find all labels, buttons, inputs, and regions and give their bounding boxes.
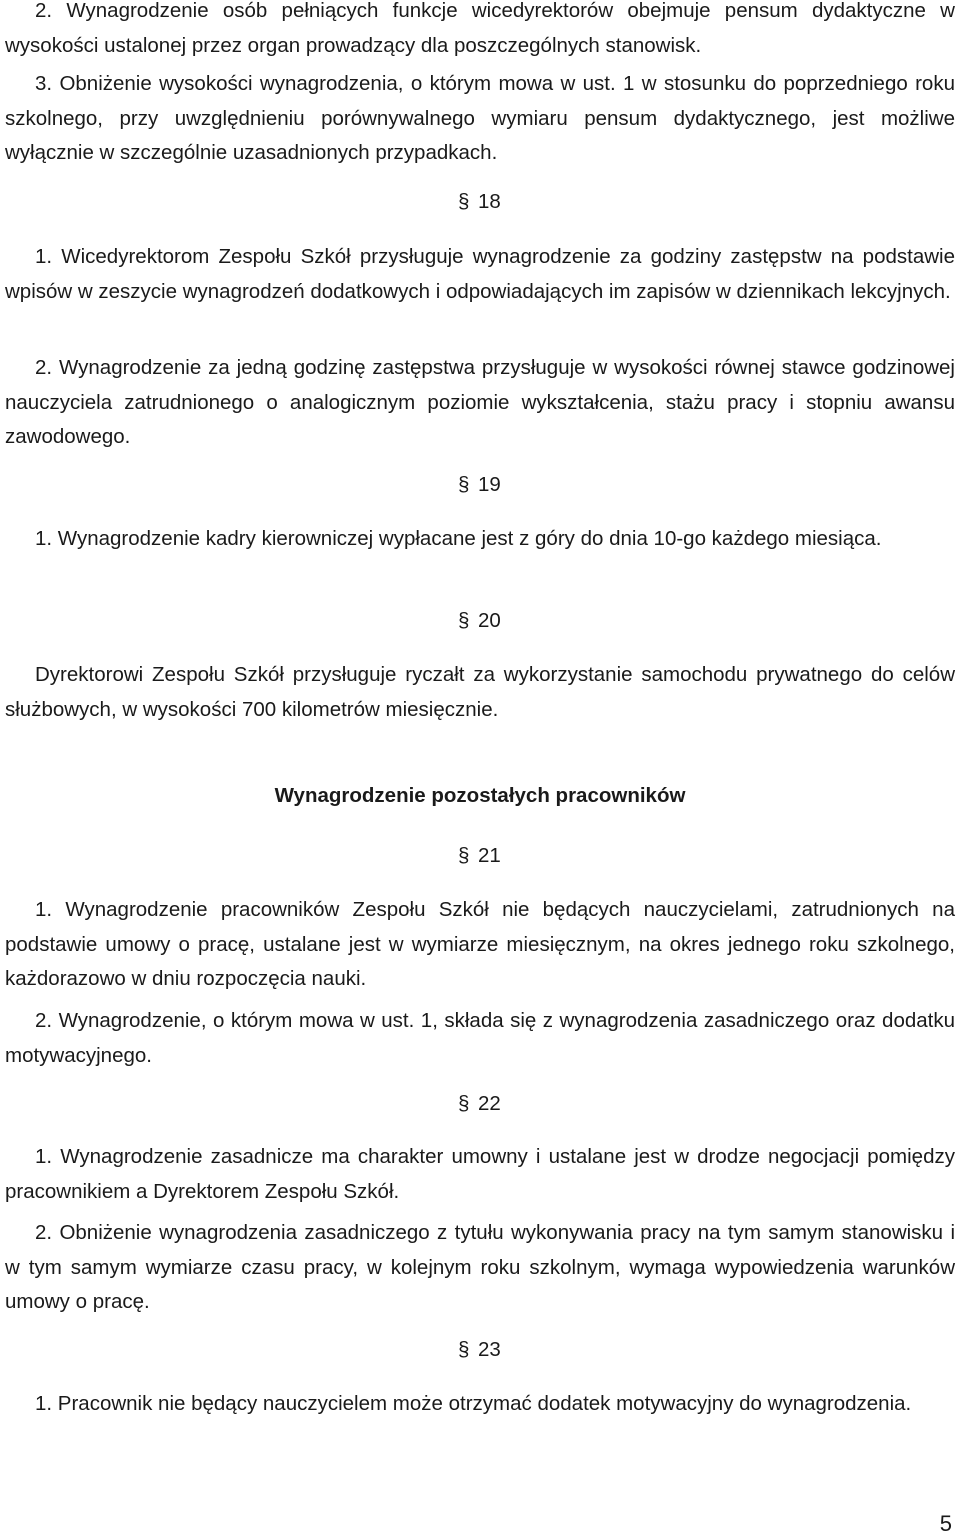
section-18-heading [458,187,578,217]
section-19-paragraph-1: 1. Wynagrodzenie kadry kierowniczej wypłacane jest z góry do dnia 10-go każdego miesiąca. [35,527,882,550]
section-18-paragraph-2: 2. Wynagrodzenie za jedną godzinę zastępstwa przysługuje w wysokości równej stawce godzinowej nauczyciela zatrudnionego o analogicznym poziomie wykształcenia, stażu pracy i stopniu awansu zawodowego. [5,356,955,448]
section-number: 22 [478,1092,501,1115]
section-number: 18 [478,190,501,213]
section-21-paragraph-1: 1. Wynagrodzenie pracowników Zespołu Szkół nie będących nauczycielami, zatrudnionych na podstawie umowy o pracę, ustalane jest w wymiarze miesięcznym, na okres jednego roku szkolnego, każdorazowo w dniu rozpoczęcia nauki. [5,898,955,990]
section-symbol: § [458,190,470,213]
section-18-paragraph-1: 1. Wicedyrektorom Zespołu Szkół przysługuje wynagrodzenie za godziny zastępstw na podstawie wpisów w zeszycie wynagrodzeń dodatkowych i odpowiadających im zapisów w dziennikach lekcyjnych. [5,245,955,303]
section-number: 23 [478,1338,501,1361]
section-20-paragraph: Dyrektorowi Zespołu Szkół przysługuje ryczałt za wykorzystanie samochodu prywatnego do celów służbowych, w wysokości 700 kilometrów miesięcznie. [5,663,955,721]
section-number: 19 [478,473,501,496]
section-19-heading [458,470,578,500]
heading-other-staff: Wynagrodzenie pozostałych pracowników [274,784,686,807]
paragraph-2-deputy-pensum: 2. Wynagrodzenie osób pełniących funkcje wicedyrektorów obejmuje pensum dydaktyczne w wysokości ustalonej przez organ prowadzący dla poszczególnych stanowisk. [5,0,955,57]
section-symbol: § [458,1338,470,1361]
paragraph-3-salary-reduction: 3. Obniżenie wysokości wynagrodzenia, o którym mowa w ust. 1 w stosunku do poprzedniego roku szkolnego, przy uwzględnieniu porównywalnego wymiaru pensum dydaktycznego, jest możliwe wyłącznie w szczególnie uzasadnionych przypadkach. [5,72,955,164]
section-21-heading [458,841,578,871]
section-22-paragraph-2: 2. Obniżenie wynagrodzenia zasadniczego z tytułu wykonywania pracy na tym samym stanowisku i w tym samym wymiarze czasu pracy, w kolejnym roku szkolnym, wymaga wypowiedzenia warunków umowy o pracę. [5,1221,955,1313]
section-22-paragraph-1: 1. Wynagrodzenie zasadnicze ma charakter umowny i ustalane jest w drodze negocjacji pomiędzy pracownikiem a Dyrektorem Zespołu Szkół. [5,1145,955,1203]
section-21-paragraph-2: 2. Wynagrodzenie, o którym mowa w ust. 1, składa się z wynagrodzenia zasadniczego oraz dodatku motywacyjnego. [5,1009,955,1067]
section-symbol: § [458,844,470,867]
section-number: 21 [478,844,501,867]
section-symbol: § [458,1092,470,1115]
section-number: 20 [478,609,501,632]
section-22-heading [458,1089,578,1119]
section-23-heading [458,1335,578,1365]
section-23-paragraph-1: 1. Pracownik nie będący nauczycielem może otrzymać dodatek motywacyjny do wynagrodzenia. [35,1392,912,1415]
section-symbol: § [458,609,470,632]
section-symbol: § [458,473,470,496]
page-number: 5 [939,1511,952,1536]
section-20-heading [458,606,578,636]
